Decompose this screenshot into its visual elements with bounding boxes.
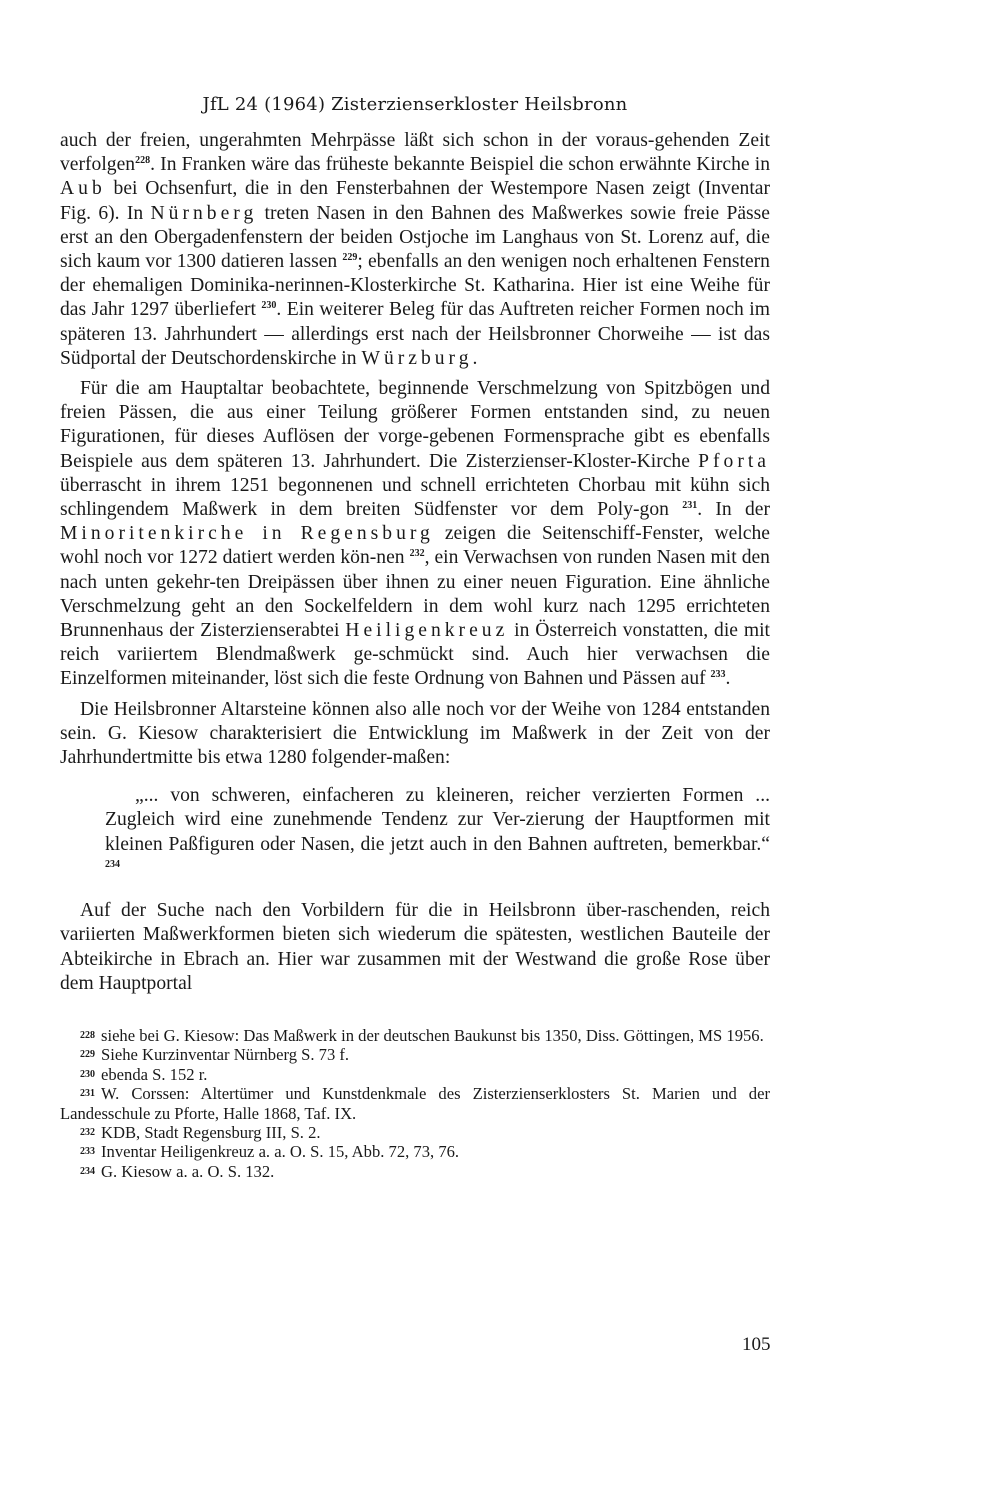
place-pforta: Pforta <box>698 450 770 472</box>
place-nuernberg: Nürnberg <box>150 202 258 224</box>
footnote-ref-229[interactable]: 229 <box>342 252 358 264</box>
footnote-232 <box>60 1123 770 1142</box>
place-heiligenkreuz: Heiligenkreuz <box>345 620 509 642</box>
paragraph-1 <box>60 129 770 371</box>
text-run: Für die am Hauptaltar beobachtete, beginnende Verschmelzung von Spitzbögen und freien Pässen, die aus einer Teilung größerer Formen entstanden sind, zu neuen Figurationen, für dieses Auflösen der vorge-gebenen Formensprache gibt es ebenfalls Beispiele aus dem späteren 13. Jahrhundert. Die Zisterzienser-Kloster-Kirche <box>60 378 770 472</box>
footnote-229 <box>60 1045 770 1064</box>
footnote-number: 233 <box>80 1146 95 1158</box>
footnote-text: ebenda S. 152 r. <box>101 1064 208 1084</box>
text-run: . <box>472 347 478 369</box>
footnote-text: Siehe Kurzinventar Nürnberg S. 73 f. <box>101 1045 350 1065</box>
footnote-230 <box>60 1065 770 1084</box>
footnote-ref-230[interactable]: 230 <box>261 300 277 312</box>
place-minoritenkirche: Minoritenkirche in Regensburg <box>60 523 434 545</box>
footnote-text: Inventar Heiligenkreuz a. a. O. S. 15, Abb. 72, 73, 76. <box>101 1142 460 1162</box>
text-run: in Österreich vonstatten, die mit reich variiertem Blendmaßwerk ge-schmückt sind. Auch hier verwachsen die Einzelformen miteinander, löst sich die feste Ordnung von Bahnen und Pässen auf <box>60 620 770 690</box>
footnotes <box>60 1026 770 1181</box>
text-run: . In Franken wäre das früheste bekannte Beispiel die schon erwähnte Kirche in <box>150 154 770 176</box>
footnote-number: 231 <box>80 1088 95 1100</box>
text-run: zeigen die Seitenschiff-Fenster, welche wohl noch vor 1272 datiert werden kön-nen <box>60 523 770 569</box>
footnote-231 <box>60 1084 770 1123</box>
paragraph-4: Auf der Suche nach den Vorbildern für die in Heilsbronn über-raschenden, reich variierten Maßwerkformen bieten sich wiederum die spätesten, westlichen Bauteile der Abteikirche in Ebrach an. Hier war zusammen mit der Westwand die große Rose über dem Hauptportal <box>60 900 770 994</box>
footnote-number: 230 <box>80 1068 95 1080</box>
footnote-ref-228[interactable]: 228 <box>135 155 151 167</box>
text-run: . <box>725 668 731 690</box>
footnote-number: 234 <box>80 1165 95 1177</box>
paragraph-2 <box>60 377 770 692</box>
footnote-text: KDB, Stadt Regensburg III, S. 2. <box>101 1122 321 1142</box>
footnote-ref-233[interactable]: 233 <box>710 669 726 681</box>
text-run: , ein Verwachsen von runden Nasen mit den nach unten gekehr-ten Dreipässen über ihnen zu einer neuen Figuration. Eine ähnliche Verschmelzung geht an den Sockelfeldern in dem wohl kurz nach 1295 errichteten Brunnenhaus der Zisterzienserabtei <box>60 547 770 642</box>
footnote-ref-234[interactable]: 234 <box>105 858 120 870</box>
text-run: ; ebenfalls an den wenigen noch erhaltenen Fenstern der ehemaligen Dominika-nerinnen-Klosterkirche St. Katharina. Hier ist eine Weihe für das Jahr 1297 überliefert <box>60 251 770 321</box>
running-header: JfL 24 (1964) Zisterzienserkloster Heilsbronn <box>202 94 628 115</box>
body-text <box>60 129 770 996</box>
footnote-text: siehe bei G. Kiesow: Das Maßwerk in der deutschen Baukunst bis 1350, Diss. Göttingen, MS 1956. <box>101 1025 764 1045</box>
footnote-number: 232 <box>80 1126 95 1138</box>
footnote-233 <box>60 1142 770 1161</box>
place-wuerzburg: Würzburg <box>361 347 473 369</box>
footnote-228 <box>60 1026 770 1045</box>
text-run: treten Nasen in den Bahnen des Maßwerkes sowie freie Pässe erst an den Obergadenfenstern der beiden Ostjoche im Langhaus von St. Lorenz auf, die sich kaum vor 1300 datieren lassen <box>60 202 770 273</box>
text-run: auch der freien, ungerahmten Mehrpässe läßt sich schon in der voraus-gehenden Zeit verfolgen <box>60 130 770 176</box>
footnote-number: 229 <box>80 1049 95 1061</box>
footnote-number: 228 <box>80 1029 95 1041</box>
text-run: bei Ochsenfurt, die in den Fensterbahnen der Westempore Nasen zeigt (Inventar Fig. 6). In <box>60 178 770 224</box>
place-aub: Aub <box>60 178 106 200</box>
footnote-234 <box>60 1162 770 1181</box>
footnote-text: G. Kiesow a. a. O. S. 132. <box>101 1161 275 1181</box>
page-number: 105 <box>742 1334 771 1355</box>
text-run: „... von schweren, einfacheren zu kleineren, reicher verzierten Formen ... Zugleich wird eine zunehmende Tendenz zur Ver-zierung der Hauptformen mit kleinen Paßfiguren oder Nasen, die jetzt auch in den Bahnen auftreten, bemerkbar.“ <box>105 785 770 855</box>
block-quote <box>105 784 770 881</box>
text-run: überrascht in ihrem 1251 begonnenen und schnell errichteten Chorbau mit kühn sich schlingendem Maßwerk in dem breiten Südfenster vor dem Poly-gon <box>60 474 770 521</box>
paragraph-3: Die Heilsbronner Altarsteine können also alle noch vor der Weihe von 1284 entstanden sein. G. Kiesow charakterisiert die Entwicklung im Maßwerk in der Zeit von der Jahrhundertmitte bis etwa 1280 folgender-maßen: <box>60 698 770 769</box>
quote-text <box>105 784 770 881</box>
footnote-ref-232[interactable]: 232 <box>409 548 425 560</box>
text-run: . In der <box>697 499 770 521</box>
footnote-text: W. Corssen: Altertümer und Kunstdenkmale des Zisterzienserklosters St. Marien und der Landesschule zu Pforte, Halle 1868, Taf. IX. <box>60 1084 770 1123</box>
text-run: . Ein weiterer Beleg für das Auftreten reicher Formen noch im späteren 13. Jahrhundert — allerdings erst nach der Heilsbronner Chorweihe — ist das Südportal der Deutschordenskirche in <box>60 299 770 369</box>
page <box>60 94 770 1181</box>
footnote-ref-231[interactable]: 231 <box>682 500 698 512</box>
